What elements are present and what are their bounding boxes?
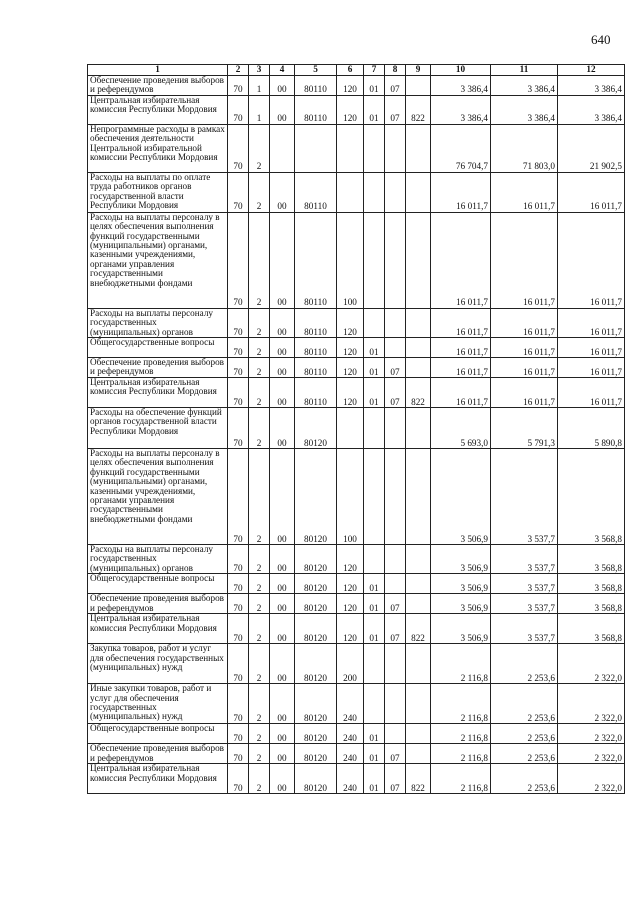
row-description: Обеспечение проведения выборов и референдумов xyxy=(88,594,228,614)
code-col-5: 80110 xyxy=(295,76,337,96)
code-col-2: 70 xyxy=(228,574,249,594)
code-col-3: 1 xyxy=(249,76,270,96)
code-col-9 xyxy=(406,744,431,764)
code-col-8: 07 xyxy=(385,764,406,794)
amount-col-12: 2 322,0 xyxy=(558,684,625,724)
amount-col-12: 3 568,8 xyxy=(558,594,625,614)
amount-col-11: 3 537,7 xyxy=(491,574,558,594)
budget-table xyxy=(87,64,625,794)
code-col-5: 80120 xyxy=(295,449,337,545)
code-col-4: 00 xyxy=(270,95,295,124)
code-col-9 xyxy=(406,594,431,614)
code-col-3: 2 xyxy=(249,172,270,212)
code-col-9 xyxy=(406,724,431,744)
code-col-3: 2 xyxy=(249,545,270,574)
code-col-2: 70 xyxy=(228,449,249,545)
code-col-2: 70 xyxy=(228,76,249,96)
code-col-7: 01 xyxy=(364,724,385,744)
code-col-6: 240 xyxy=(337,724,364,744)
row-description: Расходы на обеспечение функций органов государственной власти Республики Мордовия xyxy=(88,408,228,449)
table-row xyxy=(88,449,625,545)
amount-col-11: 16 011,7 xyxy=(491,358,558,378)
column-header: 5 xyxy=(295,65,337,76)
amount-col-10: 3 506,9 xyxy=(431,614,491,644)
amount-col-12: 16 011,7 xyxy=(558,358,625,378)
row-description: Иные закупки товаров, работ и услуг для обеспечения государственных (муниципальных) нужд xyxy=(88,684,228,724)
amount-col-11: 3 537,7 xyxy=(491,614,558,644)
code-col-3: 2 xyxy=(249,684,270,724)
code-col-5: 80120 xyxy=(295,408,337,449)
code-col-6: 120 xyxy=(337,594,364,614)
table-row xyxy=(88,378,625,408)
code-col-8 xyxy=(385,684,406,724)
code-col-9 xyxy=(406,76,431,96)
table-row xyxy=(88,358,625,378)
code-col-4: 00 xyxy=(270,764,295,794)
code-col-7 xyxy=(364,449,385,545)
code-col-5: 80110 xyxy=(295,308,337,337)
amount-col-12: 16 011,7 xyxy=(558,308,625,337)
code-col-6: 120 xyxy=(337,308,364,337)
amount-col-12: 2 322,0 xyxy=(558,724,625,744)
amount-col-11: 2 253,6 xyxy=(491,744,558,764)
amount-col-11: 3 386,4 xyxy=(491,76,558,96)
column-header: 10 xyxy=(431,65,491,76)
amount-col-12: 3 386,4 xyxy=(558,76,625,96)
amount-col-12: 2 322,0 xyxy=(558,644,625,684)
amount-col-12: 16 011,7 xyxy=(558,172,625,212)
code-col-2: 70 xyxy=(228,378,249,408)
code-col-6: 240 xyxy=(337,764,364,794)
code-col-6: 120 xyxy=(337,95,364,124)
row-description: Центральная избирательная комиссия Республики Мордовия xyxy=(88,95,228,124)
table-row xyxy=(88,724,625,744)
code-col-5: 80110 xyxy=(295,358,337,378)
amount-col-10: 16 011,7 xyxy=(431,378,491,408)
code-col-5: 80120 xyxy=(295,744,337,764)
code-col-8: 07 xyxy=(385,594,406,614)
code-col-5 xyxy=(295,124,337,172)
code-col-2: 70 xyxy=(228,744,249,764)
code-col-6: 120 xyxy=(337,378,364,408)
code-col-3: 2 xyxy=(249,449,270,545)
code-col-3: 2 xyxy=(249,724,270,744)
table-row xyxy=(88,744,625,764)
code-col-8: 07 xyxy=(385,378,406,408)
row-description: Обеспечение проведения выборов и референдумов xyxy=(88,358,228,378)
code-col-9 xyxy=(406,408,431,449)
code-col-5: 80120 xyxy=(295,574,337,594)
row-description: Обеспечение проведения выборов и референдумов xyxy=(88,744,228,764)
code-col-9 xyxy=(406,574,431,594)
page-number: 640 xyxy=(591,32,611,47)
code-col-3: 2 xyxy=(249,212,270,308)
amount-col-10: 2 116,8 xyxy=(431,764,491,794)
amount-col-11: 3 537,7 xyxy=(491,545,558,574)
amount-col-11: 2 253,6 xyxy=(491,764,558,794)
code-col-5: 80120 xyxy=(295,724,337,744)
code-col-9 xyxy=(406,449,431,545)
code-col-8 xyxy=(385,308,406,337)
code-col-7 xyxy=(364,684,385,724)
code-col-7: 01 xyxy=(364,744,385,764)
table-row xyxy=(88,574,625,594)
amount-col-10: 3 506,9 xyxy=(431,545,491,574)
code-col-6: 120 xyxy=(337,358,364,378)
code-col-3: 2 xyxy=(249,574,270,594)
amount-col-12: 3 568,8 xyxy=(558,574,625,594)
code-col-7: 01 xyxy=(364,358,385,378)
code-col-8 xyxy=(385,212,406,308)
code-col-2: 70 xyxy=(228,724,249,744)
code-col-2: 70 xyxy=(228,594,249,614)
amount-col-10: 2 116,8 xyxy=(431,684,491,724)
amount-col-10: 76 704,7 xyxy=(431,124,491,172)
amount-col-12: 2 322,0 xyxy=(558,764,625,794)
table-row xyxy=(88,308,625,337)
row-description: Общегосударственные вопросы xyxy=(88,338,228,358)
code-col-9 xyxy=(406,308,431,337)
code-col-2: 70 xyxy=(228,338,249,358)
amount-col-10: 16 011,7 xyxy=(431,308,491,337)
code-col-4: 00 xyxy=(270,744,295,764)
table-row xyxy=(88,545,625,574)
amount-col-11: 71 803,0 xyxy=(491,124,558,172)
amount-col-10: 16 011,7 xyxy=(431,358,491,378)
amount-col-12: 21 902,5 xyxy=(558,124,625,172)
code-col-8 xyxy=(385,172,406,212)
amount-col-11: 16 011,7 xyxy=(491,378,558,408)
code-col-6: 240 xyxy=(337,684,364,724)
amount-col-11: 16 011,7 xyxy=(491,212,558,308)
amount-col-10: 5 693,0 xyxy=(431,408,491,449)
amount-col-10: 3 506,9 xyxy=(431,574,491,594)
code-col-5: 80110 xyxy=(295,378,337,408)
code-col-8: 07 xyxy=(385,76,406,96)
amount-col-11: 3 386,4 xyxy=(491,95,558,124)
code-col-3: 2 xyxy=(249,308,270,337)
row-description: Центральная избирательная комиссия Республики Мордовия xyxy=(88,378,228,408)
code-col-4: 00 xyxy=(270,378,295,408)
column-header: 7 xyxy=(364,65,385,76)
table-row xyxy=(88,212,625,308)
code-col-8: 07 xyxy=(385,744,406,764)
amount-col-12: 3 568,8 xyxy=(558,449,625,545)
code-col-6: 120 xyxy=(337,76,364,96)
code-col-8 xyxy=(385,574,406,594)
code-col-4: 00 xyxy=(270,594,295,614)
code-col-4: 00 xyxy=(270,684,295,724)
row-description: Расходы на выплаты персоналу в целях обеспечения выполнения функций государственными (муниципальными) органами, казенными учреждениями, органами управления государственными внебюджетными фондами xyxy=(88,212,228,308)
code-col-3: 2 xyxy=(249,358,270,378)
code-col-3: 2 xyxy=(249,594,270,614)
code-col-7: 01 xyxy=(364,614,385,644)
code-col-4: 00 xyxy=(270,545,295,574)
code-col-6: 120 xyxy=(337,574,364,594)
code-col-4: 00 xyxy=(270,574,295,594)
table-row xyxy=(88,764,625,794)
code-col-6: 200 xyxy=(337,644,364,684)
code-col-5: 80110 xyxy=(295,172,337,212)
column-header: 8 xyxy=(385,65,406,76)
amount-col-10: 2 116,8 xyxy=(431,644,491,684)
column-header: 9 xyxy=(406,65,431,76)
code-col-5: 80120 xyxy=(295,764,337,794)
code-col-7: 01 xyxy=(364,95,385,124)
table-header-row xyxy=(88,65,625,76)
code-col-8: 07 xyxy=(385,358,406,378)
code-col-4: 00 xyxy=(270,338,295,358)
code-col-2: 70 xyxy=(228,684,249,724)
amount-col-10: 3 386,4 xyxy=(431,76,491,96)
row-description: Расходы на выплаты по оплате труда работников органов государственной власти Республики Мордовия xyxy=(88,172,228,212)
table-row xyxy=(88,338,625,358)
code-col-2: 70 xyxy=(228,308,249,337)
amount-col-10: 3 506,9 xyxy=(431,449,491,545)
code-col-5: 80110 xyxy=(295,95,337,124)
code-col-2: 70 xyxy=(228,172,249,212)
code-col-4: 00 xyxy=(270,614,295,644)
row-description: Центральная избирательная комиссия Республики Мордовия xyxy=(88,764,228,794)
table-row xyxy=(88,76,625,96)
row-description: Общегосударственные вопросы xyxy=(88,724,228,744)
code-col-3: 2 xyxy=(249,644,270,684)
code-col-8 xyxy=(385,338,406,358)
code-col-7 xyxy=(364,308,385,337)
amount-col-11: 2 253,6 xyxy=(491,684,558,724)
code-col-9 xyxy=(406,338,431,358)
code-col-7 xyxy=(364,408,385,449)
code-col-7: 01 xyxy=(364,378,385,408)
code-col-9: 822 xyxy=(406,614,431,644)
code-col-9 xyxy=(406,684,431,724)
row-description: Расходы на выплаты персоналу государственных (муниципальных) органов xyxy=(88,308,228,337)
code-col-8 xyxy=(385,449,406,545)
row-description: Общегосударственные вопросы xyxy=(88,574,228,594)
amount-col-11: 16 011,7 xyxy=(491,338,558,358)
code-col-9: 822 xyxy=(406,95,431,124)
code-col-2: 70 xyxy=(228,358,249,378)
code-col-2: 70 xyxy=(228,545,249,574)
code-col-5: 80120 xyxy=(295,594,337,614)
code-col-6: 240 xyxy=(337,744,364,764)
code-col-2: 70 xyxy=(228,124,249,172)
code-col-7 xyxy=(364,545,385,574)
code-col-4: 00 xyxy=(270,76,295,96)
code-col-3: 2 xyxy=(249,614,270,644)
column-header: 2 xyxy=(228,65,249,76)
amount-col-12: 3 568,8 xyxy=(558,614,625,644)
column-header: 6 xyxy=(337,65,364,76)
column-header: 4 xyxy=(270,65,295,76)
row-description: Центральная избирательная комиссия Республики Мордовия xyxy=(88,614,228,644)
code-col-4: 00 xyxy=(270,172,295,212)
code-col-6: 100 xyxy=(337,212,364,308)
code-col-7: 01 xyxy=(364,594,385,614)
column-header: 11 xyxy=(491,65,558,76)
amount-col-10: 2 116,8 xyxy=(431,744,491,764)
amount-col-11: 3 537,7 xyxy=(491,449,558,545)
code-col-3: 1 xyxy=(249,95,270,124)
code-col-2: 70 xyxy=(228,212,249,308)
code-col-9 xyxy=(406,172,431,212)
code-col-8 xyxy=(385,124,406,172)
code-col-2: 70 xyxy=(228,408,249,449)
code-col-8 xyxy=(385,408,406,449)
code-col-2: 70 xyxy=(228,95,249,124)
table-row xyxy=(88,172,625,212)
code-col-5: 80110 xyxy=(295,338,337,358)
amount-col-10: 16 011,7 xyxy=(431,212,491,308)
code-col-7: 01 xyxy=(364,338,385,358)
row-description: Расходы на выплаты персоналу государственных (муниципальных) органов xyxy=(88,545,228,574)
amount-col-12: 3 386,4 xyxy=(558,95,625,124)
code-col-9 xyxy=(406,212,431,308)
code-col-6 xyxy=(337,124,364,172)
table-row xyxy=(88,408,625,449)
code-col-7 xyxy=(364,644,385,684)
code-col-8: 07 xyxy=(385,95,406,124)
code-col-6: 120 xyxy=(337,338,364,358)
code-col-3: 2 xyxy=(249,408,270,449)
code-col-5: 80110 xyxy=(295,212,337,308)
code-col-6 xyxy=(337,408,364,449)
code-col-3: 2 xyxy=(249,378,270,408)
code-col-4: 00 xyxy=(270,358,295,378)
amount-col-11: 16 011,7 xyxy=(491,308,558,337)
code-col-4: 00 xyxy=(270,644,295,684)
code-col-4: 00 xyxy=(270,449,295,545)
code-col-6 xyxy=(337,172,364,212)
code-col-9: 822 xyxy=(406,378,431,408)
code-col-3: 2 xyxy=(249,124,270,172)
table-row xyxy=(88,644,625,684)
table-row xyxy=(88,594,625,614)
table-row xyxy=(88,95,625,124)
code-col-8 xyxy=(385,545,406,574)
code-col-8 xyxy=(385,724,406,744)
amount-col-10: 16 011,7 xyxy=(431,338,491,358)
code-col-9 xyxy=(406,124,431,172)
code-col-4: 00 xyxy=(270,212,295,308)
code-col-5: 80120 xyxy=(295,545,337,574)
code-col-9 xyxy=(406,545,431,574)
amount-col-11: 2 253,6 xyxy=(491,644,558,684)
code-col-3: 2 xyxy=(249,764,270,794)
code-col-3: 2 xyxy=(249,744,270,764)
column-header: 12 xyxy=(558,65,625,76)
column-header: 1 xyxy=(88,65,228,76)
amount-col-10: 2 116,8 xyxy=(431,724,491,744)
amount-col-12: 2 322,0 xyxy=(558,744,625,764)
row-description: Расходы на выплаты персоналу в целях обеспечения выполнения функций государственными (муниципальными) органами, казенными учреждениями, органами управления государственными внебюджетными фондами xyxy=(88,449,228,545)
row-description: Непрограммные расходы в рамках обеспечения деятельности Центральной избирательной комиссии Республики Мордовия xyxy=(88,124,228,172)
code-col-2: 70 xyxy=(228,614,249,644)
code-col-7 xyxy=(364,124,385,172)
code-col-8: 07 xyxy=(385,614,406,644)
code-col-4 xyxy=(270,124,295,172)
code-col-4: 00 xyxy=(270,308,295,337)
amount-col-11: 5 791,3 xyxy=(491,408,558,449)
amount-col-11: 16 011,7 xyxy=(491,172,558,212)
code-col-7: 01 xyxy=(364,574,385,594)
code-col-7: 01 xyxy=(364,764,385,794)
amount-col-12: 5 890,8 xyxy=(558,408,625,449)
amount-col-11: 2 253,6 xyxy=(491,724,558,744)
code-col-4: 00 xyxy=(270,724,295,744)
code-col-4: 00 xyxy=(270,408,295,449)
row-description: Закупка товаров, работ и услуг для обеспечения государственных (муниципальных) нужд xyxy=(88,644,228,684)
code-col-6: 100 xyxy=(337,449,364,545)
amount-col-10: 16 011,7 xyxy=(431,172,491,212)
amount-col-12: 16 011,7 xyxy=(558,212,625,308)
amount-col-12: 16 011,7 xyxy=(558,338,625,358)
code-col-2: 70 xyxy=(228,644,249,684)
code-col-7 xyxy=(364,172,385,212)
code-col-6: 120 xyxy=(337,545,364,574)
table-row xyxy=(88,684,625,724)
row-description: Обеспечение проведения выборов и референдумов xyxy=(88,76,228,96)
amount-col-10: 3 386,4 xyxy=(431,95,491,124)
code-col-3: 2 xyxy=(249,338,270,358)
code-col-9: 822 xyxy=(406,764,431,794)
code-col-9 xyxy=(406,358,431,378)
code-col-2: 70 xyxy=(228,764,249,794)
column-header: 3 xyxy=(249,65,270,76)
code-col-7: 01 xyxy=(364,76,385,96)
table-row xyxy=(88,614,625,644)
code-col-8 xyxy=(385,644,406,684)
code-col-5: 80120 xyxy=(295,614,337,644)
amount-col-12: 3 568,8 xyxy=(558,545,625,574)
amount-col-12: 16 011,7 xyxy=(558,378,625,408)
amount-col-10: 3 506,9 xyxy=(431,594,491,614)
amount-col-11: 3 537,7 xyxy=(491,594,558,614)
code-col-5: 80120 xyxy=(295,644,337,684)
code-col-6: 120 xyxy=(337,614,364,644)
code-col-9 xyxy=(406,644,431,684)
code-col-7 xyxy=(364,212,385,308)
code-col-5: 80120 xyxy=(295,684,337,724)
table-row xyxy=(88,124,625,172)
